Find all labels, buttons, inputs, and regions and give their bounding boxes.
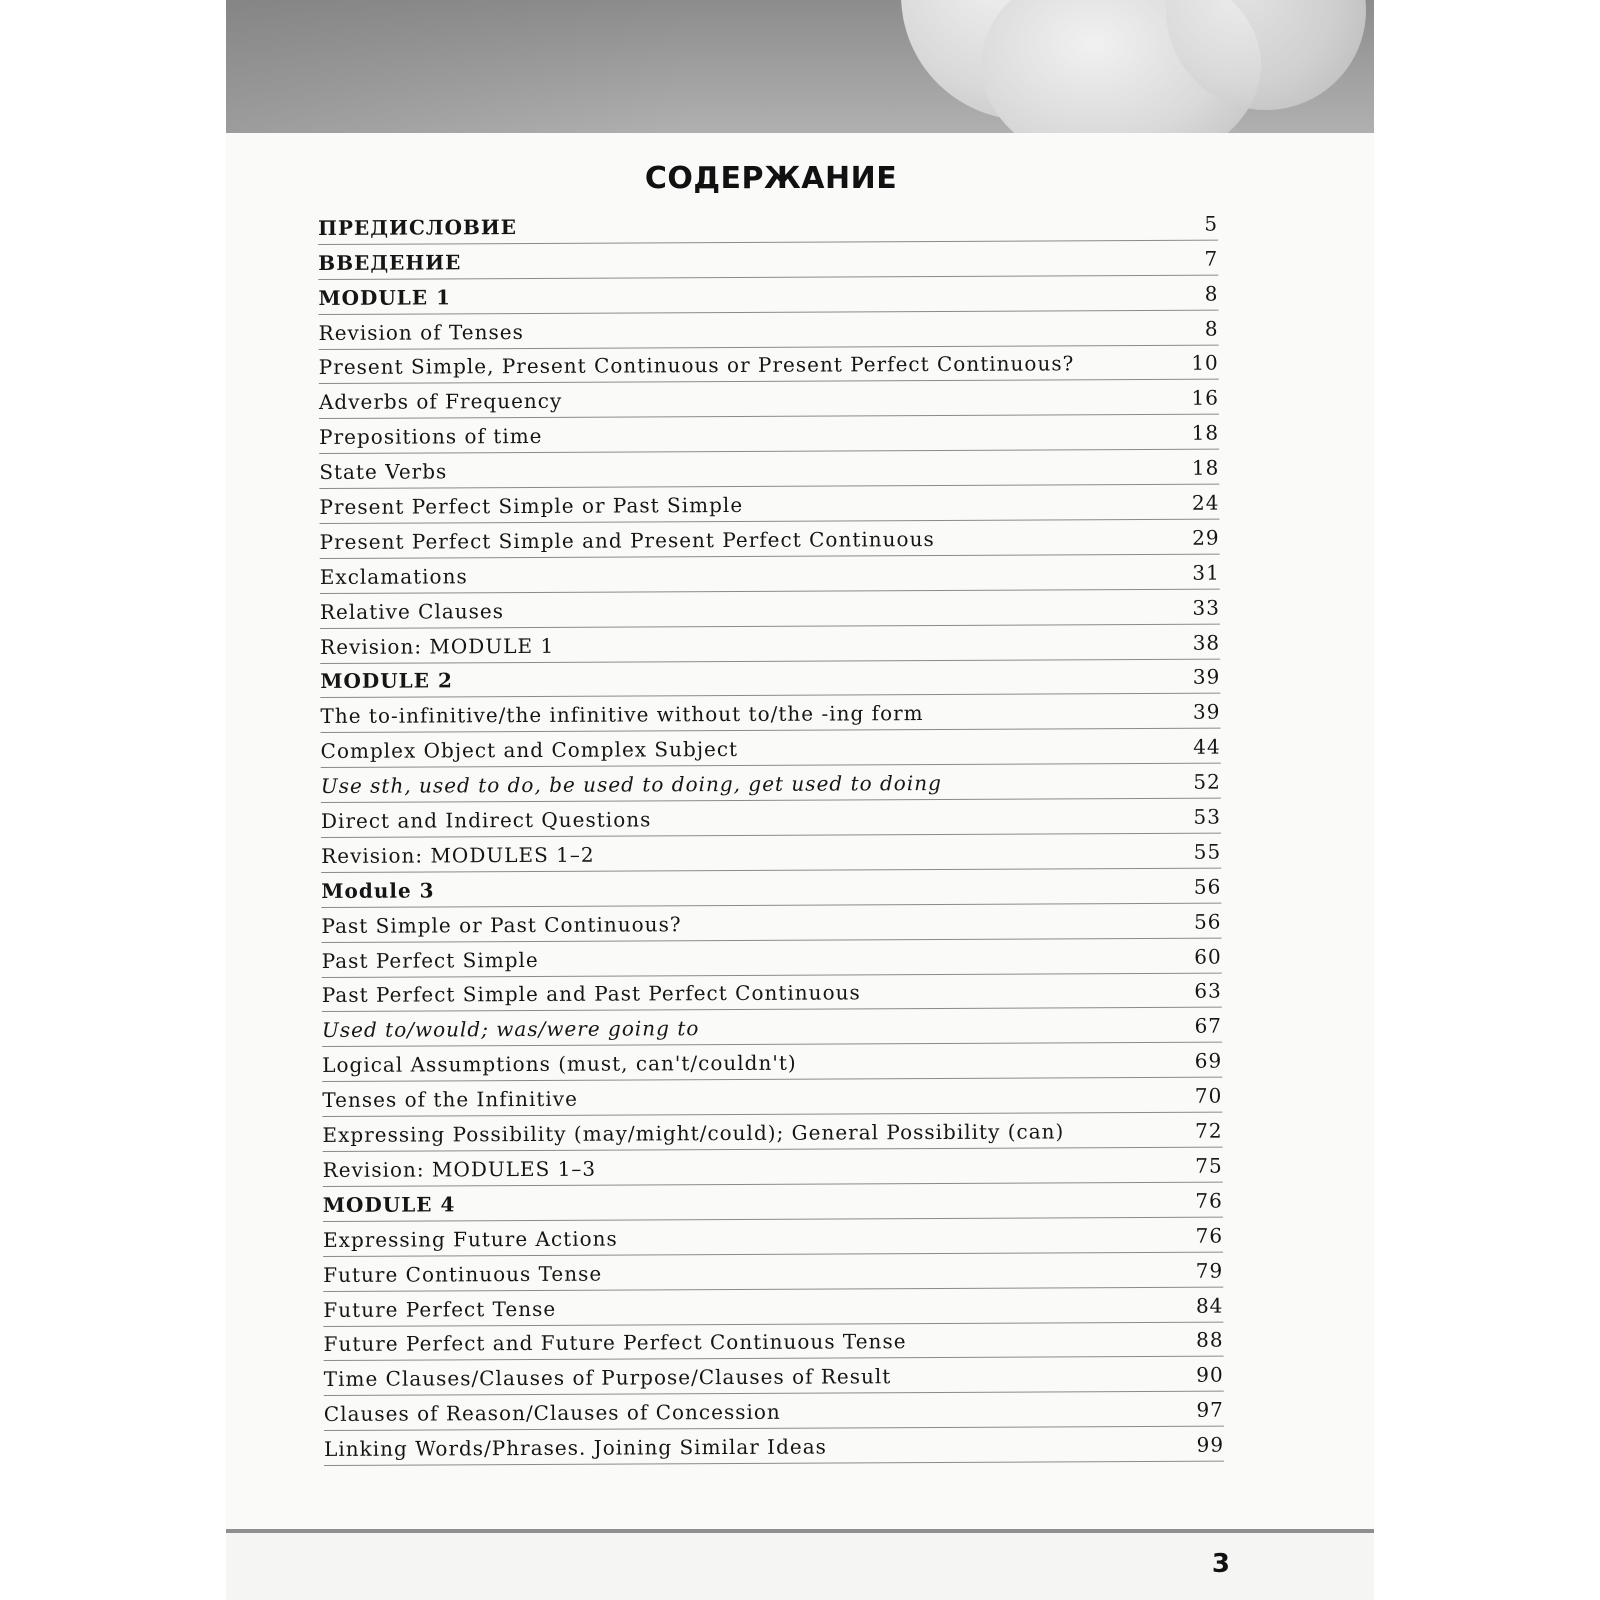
toc-entry-title: Prepositions of time [319,424,543,450]
toc-entry-page: 39 [1192,699,1221,725]
toc-entry [319,345,1219,384]
toc-entry-page: 53 [1193,804,1222,829]
toc-entry [323,1217,1223,1256]
toc-entry-page: 72 [1194,1118,1223,1143]
toc-entry-page: 56 [1193,909,1222,934]
toc-entry-title: Direct and Indirect Questions [320,807,652,834]
toc-entry [320,555,1220,594]
toc-entry-title: Revision of Tenses [318,319,524,345]
header-photo-band [226,0,1374,133]
toc-entry [319,485,1219,524]
toc-entry-title: Complex Object and Complex Subject [320,737,739,764]
toc-entry-title: Present Perfect Simple or Past Simple [319,492,744,520]
toc-entry-page: 75 [1195,1153,1223,1178]
toc-entry [321,729,1221,768]
toc-entry [323,1183,1223,1222]
toc-entry [322,1078,1222,1117]
toc-entry-page: 69 [1194,1048,1223,1073]
toc-entry [322,1008,1222,1047]
page-number: 3 [1211,1549,1230,1579]
toc-entry-title: Past Perfect Simple and Past Perfect Continuous [321,980,861,1008]
toc-entry-title: Past Perfect Simple [321,947,539,973]
toc-entry [324,1357,1224,1396]
toc-entry-title: Tenses of the Infinitive [322,1086,578,1113]
toc-entry-page: 63 [1194,979,1222,1004]
toc-entry-title: State Verbs [319,459,448,485]
toc-entry [318,206,1218,245]
toc-entry-title: Expressing Future Actions [322,1226,618,1252]
toc-entry-page: 8 [1204,281,1219,306]
toc-entry [321,799,1221,838]
toc-entry [320,694,1220,733]
toc-entry-page: 10 [1191,351,1219,376]
toc-entry-page: 38 [1192,630,1221,655]
toc-entry [320,624,1220,663]
header-shadow [226,0,1374,133]
toc-entry [319,310,1219,349]
toc-entry-title: MODULE 4 [322,1192,456,1217]
toc-entry-title: Logical Assumptions (must, can't/couldn't) [322,1050,797,1078]
toc-entry-title: Present Perfect Simple and Present Perfect Continuous [319,526,935,554]
toc-entry-title: ВВЕДЕНИЕ [318,250,462,275]
toc-entry-page: 16 [1191,385,1219,411]
toc-entry [320,589,1220,628]
table-of-contents [318,206,1224,1466]
toc-entry [320,520,1220,559]
page-footer [226,1529,1374,1600]
toc-entry-page: 70 [1194,1083,1223,1108]
toc-entry-title: Adverbs of Frequency [318,389,563,415]
toc-entry-page: 76 [1195,1223,1224,1248]
toc-entry [320,659,1220,698]
toc-entry-title: Relative Clauses [319,598,505,624]
toc-entry-page: 18 [1191,420,1220,445]
toc-entry-page: 79 [1195,1258,1224,1283]
toc-entry-page: 29 [1192,525,1220,550]
toc-entry-title: Time Clauses/Clauses of Purpose/Clauses of Result [323,1364,892,1392]
toc-entry-page: 56 [1193,874,1222,899]
toc-entry [319,415,1219,454]
toc-entry-page: 97 [1196,1397,1224,1422]
book-page [226,0,1374,1600]
toc-entry-title: Future Continuous Tense [323,1261,603,1287]
toc-entry-title: Revision: MODULE 1 [320,633,555,659]
toc-entry-page: 44 [1193,734,1221,759]
toc-entry-page: 7 [1204,246,1219,271]
toc-entry-title: MODULE 1 [318,285,452,310]
toc-entry-title: Linking Words/Phrases. Joining Similar Ideas [323,1434,827,1462]
toc-entry-title: Clauses of Reason/Clauses of Concession [323,1399,781,1427]
toc-entry [321,834,1221,873]
toc-entry-page: 60 [1194,944,1222,969]
toc-entry-title: Present Simple, Present Continuous or Present Perfect Continuous? [318,351,1075,380]
toc-entry [321,869,1221,908]
page-title: СОДЕРЖАНИЕ [644,161,898,196]
toc-entry-page: 31 [1192,560,1220,585]
toc-entry-title: Revision: MODULES 1–2 [321,842,595,868]
toc-entry-page: 24 [1191,490,1220,515]
toc-entry-page: 33 [1192,595,1221,620]
toc-entry-title: Expressing Possibility (may/might/could); General Possibility (can) [322,1119,1065,1148]
toc-entry [324,1427,1224,1466]
toc-entry-title: Module 3 [321,878,435,903]
toc-entry [319,380,1219,419]
toc-entry-title: Use sth, used to do, be used to doing, get used to doing [320,771,942,799]
toc-entry [324,1392,1224,1431]
toc-entry [318,240,1218,279]
toc-entry-title: The to-infinitive/the infinitive without to/the -ing form [320,701,924,729]
toc-entry [322,973,1222,1012]
toc-entry-title: Future Perfect and Future Perfect Continuous Tense [323,1329,907,1357]
toc-entry-page: 39 [1192,665,1221,690]
toc-entry-title: Future Perfect Tense [323,1296,557,1322]
toc-entry-title: MODULE 2 [320,668,453,694]
toc-entry-page: 90 [1196,1362,1224,1388]
toc-entry [322,938,1222,977]
toc-entry-page: 99 [1196,1432,1225,1457]
toc-entry-page: 52 [1193,769,1221,794]
toc-entry-page: 67 [1194,1013,1223,1039]
toc-entry [323,1252,1223,1291]
toc-entry-title: ПРЕДИСЛОВИЕ [318,214,518,240]
toc-entry-title: Past Simple or Past Continuous? [321,911,682,938]
toc-entry [323,1287,1223,1326]
contents-area [226,133,1374,1529]
toc-entry [318,275,1218,314]
toc-entry-page: 84 [1195,1293,1224,1318]
toc-entry-title: Exclamations [319,564,468,589]
toc-entry [322,1113,1222,1152]
toc-entry [322,1043,1222,1082]
toc-entry-title: Revision: MODULES 1–3 [322,1156,597,1182]
toc-entry [323,1322,1223,1361]
toc-entry-title: Used to/would; was/were going to [321,1016,700,1043]
toc-entry-page: 76 [1195,1188,1223,1213]
toc-entry-page: 8 [1204,316,1219,341]
toc-entry-page: 5 [1204,211,1219,236]
toc-entry-page: 55 [1193,839,1222,864]
toc-entry [323,1148,1223,1187]
toc-entry-page: 18 [1191,455,1220,480]
toc-entry [321,903,1221,942]
toc-entry [319,450,1219,489]
toc-entry-page: 88 [1196,1327,1224,1353]
toc-entry [321,764,1221,803]
